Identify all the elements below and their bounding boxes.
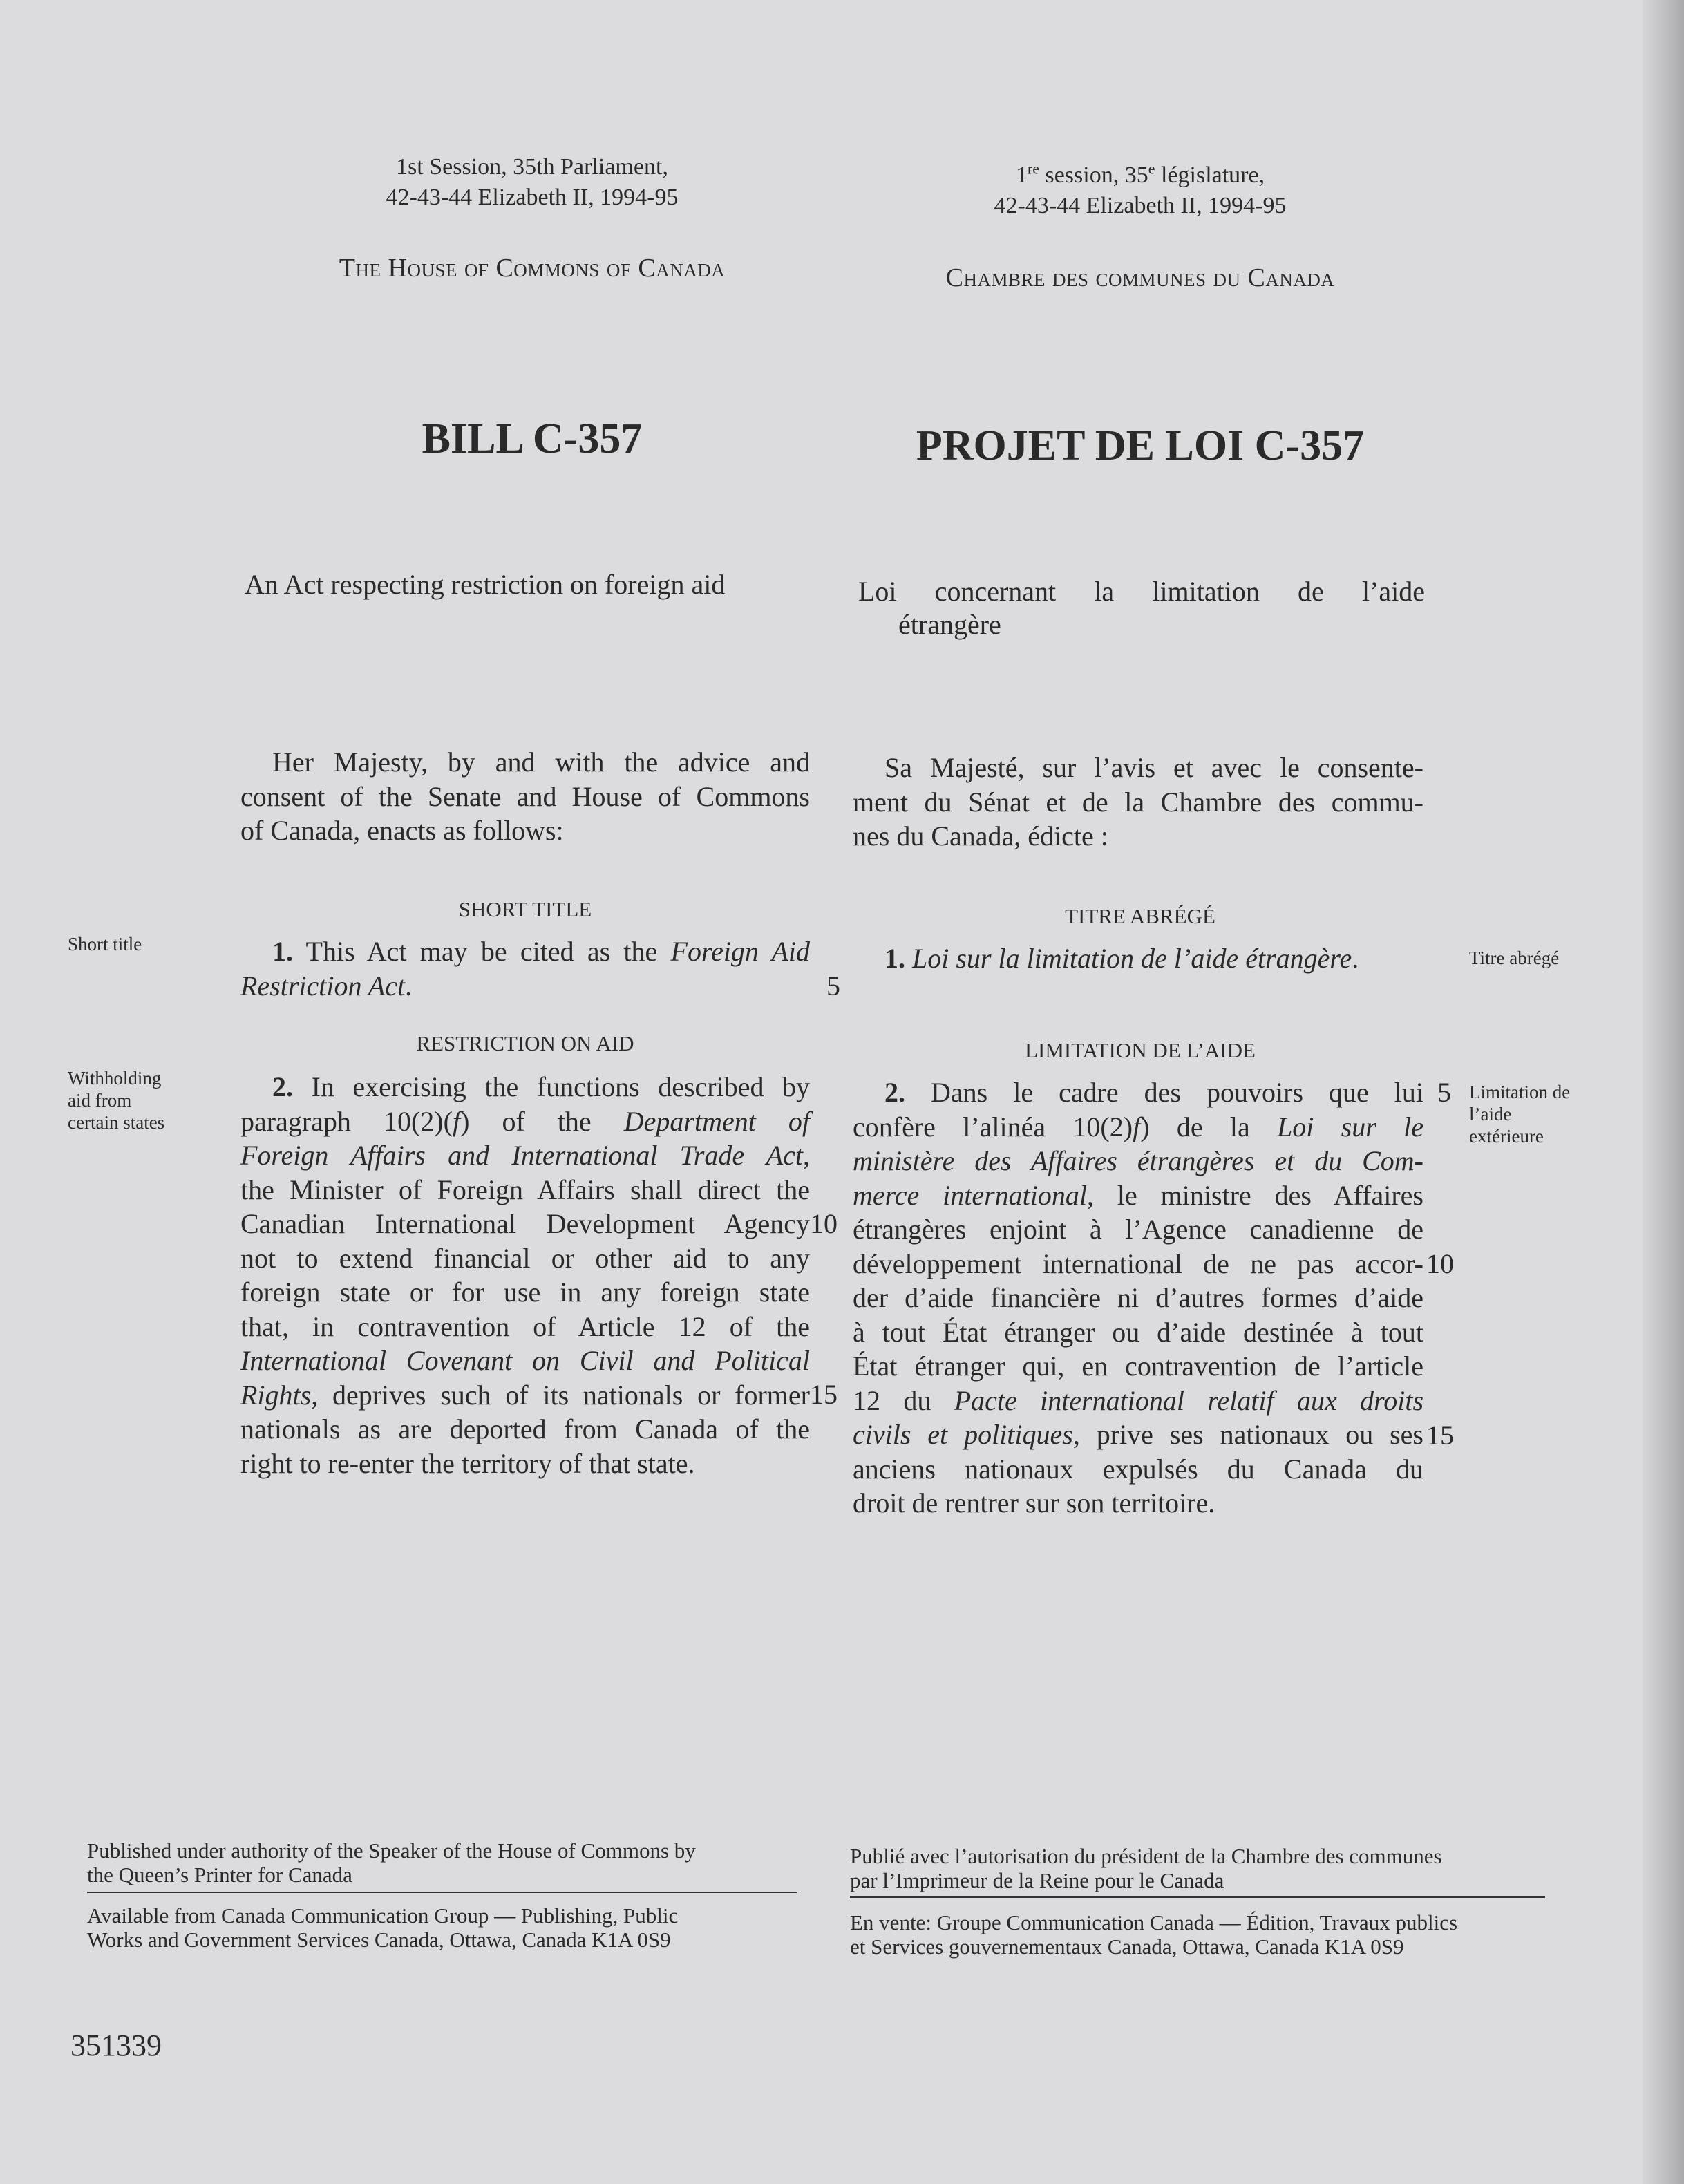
footer-published-en [87, 1838, 799, 1887]
long-title-fr [858, 575, 1425, 641]
long-title-fr-line1: Loi concernant la limitation de l’aide [858, 576, 1425, 607]
section-1-en-line2 [240, 969, 810, 1004]
footer-line: Available from Canada Communication Group — Publishing, Public [87, 1903, 679, 1928]
bill-title-fr: PROJET DE LOI C-357 [916, 422, 1365, 469]
line-number-15-en: 15 [810, 1379, 838, 1410]
section-number: 1. [884, 943, 905, 974]
section-2-fr-line [853, 1110, 1423, 1145]
section-2-fr-line: der d’aide financière ni d’autres formes d’aide [853, 1282, 1423, 1313]
line-number-10-en: 10 [810, 1208, 838, 1239]
covenant-reference-en: International Covenant on Civil and Political [240, 1345, 810, 1376]
section-1-en-end: . [405, 970, 413, 1001]
margin-line: l’aide [1469, 1104, 1512, 1124]
marginal-note-withholding-en [68, 1067, 164, 1133]
line-number-5-en: 5 [826, 970, 840, 1001]
section-1-fr [853, 941, 1423, 976]
section-2-en-line [240, 1378, 810, 1413]
act-title-en-cont: Restriction Act [240, 970, 406, 1001]
session-end-fr: législature, [1155, 162, 1265, 188]
section-2-fr-text: 12 du [853, 1384, 931, 1416]
section-2-fr-text: , le ministre des Affaires [1087, 1179, 1423, 1211]
section-number: 2. [884, 1077, 905, 1108]
session-info-en [242, 152, 822, 213]
act-reference-fr: merce international [853, 1179, 1088, 1211]
catalogue-number: 351339 [70, 2028, 162, 2062]
section-1-en-text: This Act may be cited as the [305, 936, 658, 967]
section-2-en-line: nationals as are deported from Canada of the [240, 1413, 810, 1444]
line-number-15-fr: 15 [1426, 1420, 1454, 1451]
session-ordinal-suffix-fr: re [1027, 160, 1039, 178]
enacting-en-line: Her Majesty, by and with the advice and [272, 746, 810, 778]
section-1-en-line1 [240, 934, 810, 969]
enacting-en-line: consent of the Senate and House of Commons [240, 780, 810, 812]
section-2-en-line: Canadian International Development Agency [240, 1208, 810, 1239]
footer-line: par l’Imprimeur de la Reine pour le Canada [850, 1868, 1224, 1892]
section-2-en-text: , deprives such of its nationals or former [311, 1379, 810, 1411]
heading-short-title-fr: TITRE ABRÉGÉ [1065, 904, 1215, 928]
paragraph-letter: f [452, 1105, 461, 1137]
section-2-en-line: that, in contravention of Article 12 of the [240, 1310, 810, 1342]
page-edge-shadow [1643, 0, 1684, 2184]
footer-divider-fr [850, 1896, 1545, 1898]
act-reference-en: Department of [623, 1105, 811, 1137]
section-2-fr-line: droit de rentrer sur son territoire. [853, 1487, 1215, 1518]
house-name-en: The House of Commons of Canada [339, 254, 726, 283]
section-2-fr-text: confère l’alinéa 10(2) [853, 1111, 1133, 1142]
section-2-fr-line: État étranger qui, en contravention de l’article [853, 1350, 1423, 1382]
footer-line: the Queen’s Printer for Canada [87, 1863, 352, 1887]
act-title-en: Foreign Aid [670, 936, 811, 967]
section-2-fr [853, 1075, 1423, 1521]
section-2-en-line: not to extend financial or other aid to any [240, 1242, 810, 1274]
section-1-fr-line1 [853, 941, 1423, 976]
margin-line: certain states [68, 1112, 165, 1133]
margin-line: Withholding [68, 1068, 162, 1089]
line-number-5-fr: 5 [1437, 1077, 1451, 1108]
footer-line: En vente: Groupe Communication Canada — Édition, Travaux publics [850, 1910, 1458, 1934]
margin-line: Limitation de [1469, 1082, 1571, 1102]
section-2-en-text: paragraph 10(2)( [240, 1105, 453, 1137]
footer-available-fr [850, 1910, 1548, 1959]
section-2-en-line [240, 1104, 810, 1139]
marginal-note-short-title-fr: Titre abrégé [1469, 948, 1560, 968]
marginal-note-limitation-fr [1469, 1081, 1570, 1147]
covenant-reference-fr: Pacte international relatif aux droits [954, 1384, 1424, 1416]
footer-divider-en [87, 1892, 797, 1893]
session-line-fr [846, 160, 1434, 191]
margin-line: extérieure [1469, 1126, 1544, 1147]
act-title-fr: Loi sur la limitation de l’aide étrangère [912, 943, 1352, 974]
marginal-note-short-title-en: Short title [68, 934, 142, 954]
covenant-reference-fr: civils et politiques [853, 1419, 1073, 1450]
session-line-en: 1st Session, 35th Parliament, [396, 154, 668, 180]
act-reference-fr: Loi sur le [1277, 1111, 1424, 1142]
section-2-en-line: the Minister of Foreign Affairs shall direct the [240, 1174, 810, 1205]
enacting-clause-en [240, 745, 810, 848]
section-2-en-line: foreign state or for use in any foreign state [240, 1277, 810, 1308]
section-2-fr-text: ) de la [1140, 1111, 1250, 1142]
enacting-clause-fr [853, 751, 1423, 854]
house-name-fr: Chambre des communes du Canada [945, 263, 1335, 292]
regnal-years-en: 42-43-44 Elizabeth II, 1994-95 [386, 185, 679, 210]
line-number-10-fr: 10 [1426, 1248, 1454, 1279]
section-2-fr-line [853, 1384, 1423, 1418]
section-2-fr-line: à tout État étranger ou d’aide destinée à tout [853, 1316, 1423, 1348]
section-2-en-text: In exercising the functions described by [311, 1071, 811, 1102]
footer-line: Works and Government Services Canada, Ottawa, Canada K1A 0S9 [87, 1928, 671, 1952]
long-title-en: An Act respecting restriction on foreign aid [245, 569, 726, 600]
heading-restriction-en: RESTRICTION ON AID [416, 1031, 634, 1055]
enacting-en-line: of Canada, enacts as follows: [240, 815, 564, 846]
footer-published-fr [850, 1844, 1548, 1892]
section-number: 1. [272, 936, 293, 967]
section-1-fr-end: . [1352, 943, 1359, 974]
section-2-en-line [240, 1070, 810, 1104]
section-2-en-line [240, 1138, 810, 1173]
enacting-fr-line: nes du Canada, édicte : [853, 820, 1108, 851]
paragraph-letter: f [1133, 1111, 1141, 1142]
section-number: 2. [272, 1071, 293, 1102]
act-reference-en: Foreign Affairs and International Trade Act [240, 1140, 803, 1171]
footer-available-en [87, 1903, 799, 1952]
section-2-fr-text: , prive ses nationaux ou ses [1072, 1419, 1423, 1450]
legislature-ordinal-suffix-fr: e [1148, 160, 1155, 178]
regnal-years-fr: 42-43-44 Elizabeth II, 1994-95 [994, 193, 1287, 218]
section-1-en [240, 934, 810, 1003]
section-2-fr-line [853, 1178, 1423, 1213]
section-2-fr-line: développement international de ne pas accor- [853, 1248, 1423, 1279]
section-2-fr-line: anciens nationaux expulsés du Canada du [853, 1453, 1423, 1485]
margin-line: aid from [68, 1090, 132, 1111]
footer-line: Published under authority of the Speaker of the House of Commons by [87, 1838, 696, 1863]
heading-restriction-fr: LIMITATION DE L’AIDE [1025, 1038, 1256, 1062]
section-2-en-line [240, 1344, 810, 1378]
long-title-fr-line2: étrangère [898, 609, 1001, 640]
heading-short-title-en: SHORT TITLE [458, 897, 592, 921]
section-2-en-line: right to re-enter the territory of that state. [240, 1447, 695, 1479]
bill-title-en: BILL C-357 [422, 415, 643, 462]
section-2-fr-line [853, 1144, 1423, 1178]
section-2-fr-line: étrangères enjoint à l’Agence canadienne de [853, 1214, 1423, 1245]
footer-line: et Services gouvernementaux Canada, Ottawa, Canada K1A 0S9 [850, 1934, 1404, 1959]
footer-line: Publié avec l’autorisation du président de la Chambre des communes [850, 1844, 1442, 1868]
section-2-fr-line [853, 1418, 1423, 1452]
section-2-en [240, 1070, 810, 1480]
enacting-fr-line: ment du Sénat et de la Chambre des commu- [853, 786, 1423, 818]
enacting-fr-line: Sa Majesté, sur l’avis et avec le consente- [884, 752, 1423, 783]
session-info-fr [846, 160, 1434, 221]
section-2-en-text: ) of the [460, 1105, 592, 1137]
session-mid-fr: session, 35 [1039, 162, 1148, 188]
covenant-reference-en: Rights [240, 1379, 312, 1411]
section-2-fr-text: Dans le cadre des pouvoirs que lui [931, 1077, 1423, 1108]
section-2-en-text: , [803, 1140, 810, 1171]
act-reference-fr: ministère des Affaires étrangères et du Com- [853, 1145, 1423, 1176]
section-2-fr-line [853, 1075, 1423, 1110]
session-ordinal-fr: 1 [1015, 162, 1028, 188]
